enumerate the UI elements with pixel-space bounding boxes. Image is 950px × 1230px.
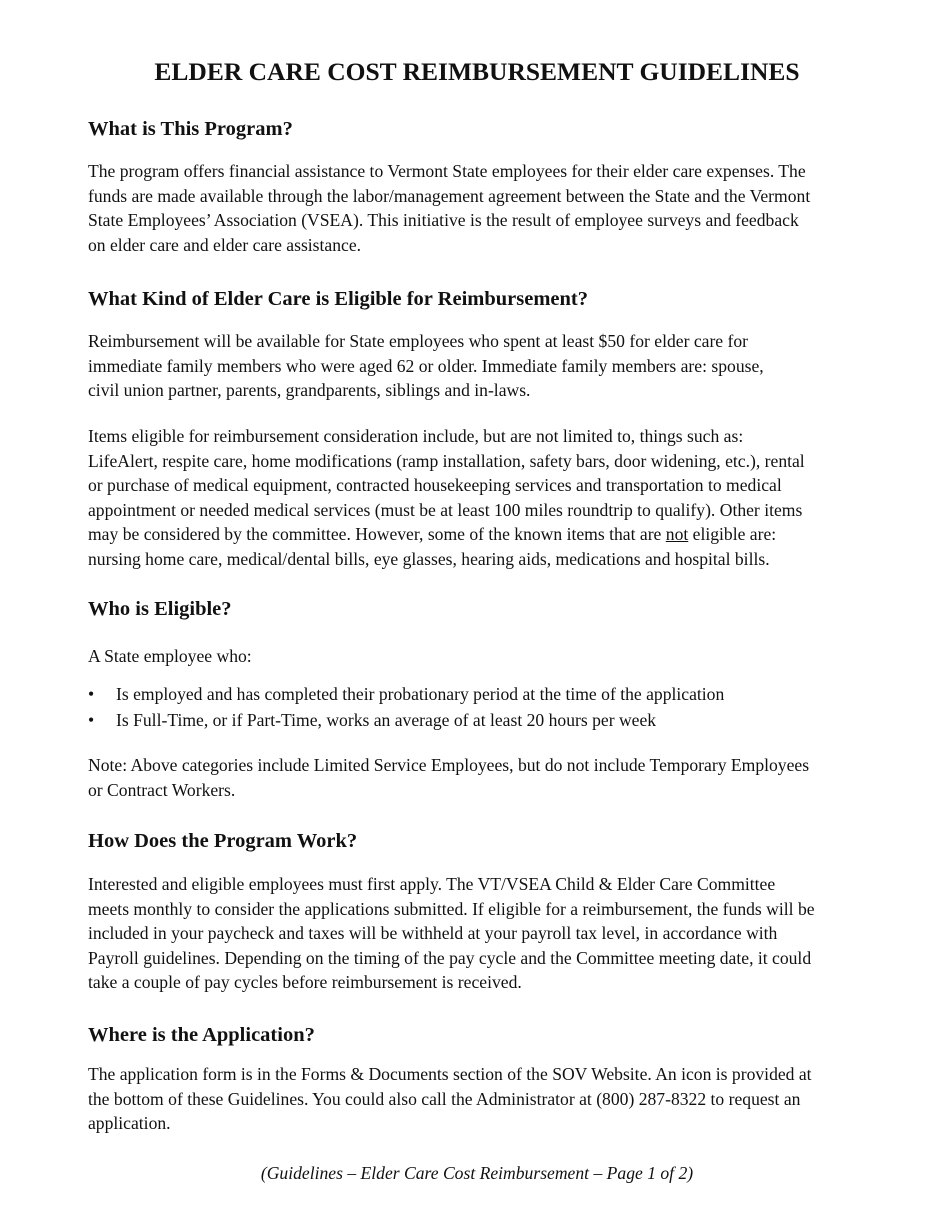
text-line: appointment or needed medical services (must be at least 100 miles roundtrip to qualify). Other items [88,499,803,520]
paragraph-eligible-items [88,424,866,572]
page-footer: (Guidelines – Elder Care Cost Reimbursement – Page 1 of 2) [260,1163,694,1183]
paragraph-note [88,753,866,802]
paragraph-how-works [88,872,866,995]
text-line: The program offers financial assistance to Vermont State employees for their elder care expenses. The [88,161,806,181]
text-line: or purchase of medical equipment, contracted housekeeping services and transportation to medical [88,475,782,496]
text-line: State Employees’ Association (VSEA). This initiative is the result of employee surveys and feedback [88,210,799,231]
text-line: or Contract Workers. [88,779,236,800]
text-line: Interested and eligible employees must first apply. The VT/VSEA Child & Elder Care Committee [88,874,776,894]
heading-application: Where is the Application? [88,1024,315,1046]
eligibility-bullet-list [88,682,866,733]
bullet-text: Is employed and has completed their probationary period at the time of the application [116,684,725,704]
text-line: Items eligible for reimbursement consideration include, but are not limited to, things such as: [88,426,744,446]
text-line: Note: Above categories include Limited Service Employees, but do not include Temporary Employees [88,755,810,775]
list-item [88,708,866,734]
text-line: funds are made available through the labor/management agreement between the State and the Vermont [88,185,811,206]
text-line [88,524,776,544]
text-line: meets monthly to consider the applications submitted. If eligible for a reimbursement, the funds will be [88,898,815,919]
text-line: on elder care and elder care assistance. [88,234,362,255]
text-fragment: may be considered by the committee. However, some of the known items that are [88,524,666,545]
paragraph-reimbursement-availability [88,329,866,403]
text-line: Reimbursement will be available for State employees who spent at least $50 for elder care for [88,331,749,351]
bullet-text: Is Full-Time, or if Part-Time, works an average of at least 20 hours per week [116,709,657,730]
text-line: Payroll guidelines. Depending on the timing of the pay cycle and the Committee meeting date, it could [88,947,812,968]
document-title: ELDER CARE COST REIMBURSEMENT GUIDELINES [154,57,800,86]
text-line: included in your paycheck and taxes will be withheld at your payroll tax level, in accordance with [88,923,778,944]
text-line: application. [88,1113,171,1134]
heading-what-is-program: What is This Program? [88,118,293,140]
text-line: immediate family members who were aged 62 or older. Immediate family members are: spouse, [88,355,764,376]
paragraph-application [88,1062,866,1136]
paragraph-eligible-intro: A State employee who: [88,646,252,666]
bullet-icon: • [88,684,95,704]
list-item [88,682,866,708]
text-line: take a couple of pay cycles before reimbursement is received. [88,972,522,993]
heading-who-eligible: Who is Eligible? [88,598,232,620]
text-line: LifeAlert, respite care, home modifications (ramp installation, safety bars, door widening, etc.), rental [88,450,805,471]
heading-how-works: How Does the Program Work? [88,830,358,852]
underlined-not: not [665,524,689,545]
text-line: the bottom of these Guidelines. You could also call the Administrator at (800) 287-8322 to request an [88,1088,801,1109]
text-line: nursing home care, medical/dental bills, eye glasses, hearing aids, medications and hospital bills. [88,548,770,569]
text-line: The application form is in the Forms & Documents section of the SOV Website. An icon is provided at [88,1064,812,1084]
text-line: civil union partner, parents, grandparents, siblings and in-laws. [88,380,531,401]
heading-eligible-care: What Kind of Elder Care is Eligible for Reimbursement? [88,288,588,310]
bullet-icon: • [88,709,95,730]
paragraph-program-description [88,159,866,257]
text-fragment: eligible are: [688,524,777,545]
